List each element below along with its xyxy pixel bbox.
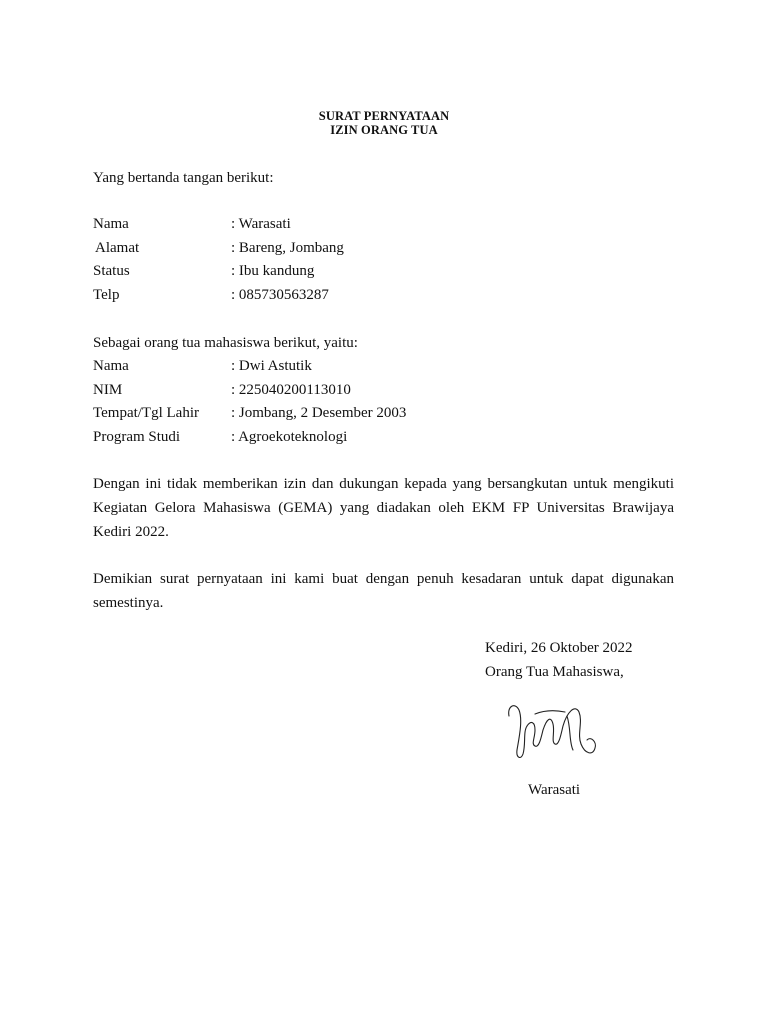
signature-icon [505,698,605,766]
signer-phone-value: : 085730563287 [231,287,329,303]
body-paragraph: Dengan ini tidak memberikan izin dan dukungan kepada yang bersangkutan untuk mengikuti Kegiatan Gelora Mahasiswa (GEMA) yang diadakan oleh EKM FP Universitas Brawijaya Kediri 2022. [93,476,674,540]
signer-status-value: : Ibu kandung [231,263,315,279]
signer-name-value: : Warasati [231,216,291,232]
signer-name-label: Nama [93,216,129,232]
intro-text: Yang bertanda tangan berikut: [93,170,274,186]
student-nim-value: : 225040200113010 [231,382,351,398]
student-name-value: : Dwi Astutik [231,358,312,374]
student-intro-text: Sebagai orang tua mahasiswa berikut, yaitu: [93,335,358,351]
signer-status-label: Status [93,263,130,279]
signer-address-label: Alamat [95,240,140,256]
place-date: Kediri, 26 Oktober 2022 [485,640,633,656]
letter-subtitle: IZIN ORANG TUA [330,123,438,137]
signer-printed-name: Warasati [528,782,581,798]
signer-address-value: : Bareng, Jombang [231,240,344,256]
student-birth-value: : Jombang, 2 Desember 2003 [231,405,407,421]
student-birth-label: Tempat/Tgl Lahir [93,405,199,421]
student-program-label: Program Studi [93,429,181,445]
student-nim-label: NIM [93,382,123,398]
student-name-label: Nama [93,358,129,374]
signer-role: Orang Tua Mahasiswa, [485,664,624,680]
signer-phone-label: Telp [93,287,120,303]
closing-paragraph: Demikian surat pernyataan ini kami buat dengan penuh kesadaran untuk dapat digunakan semestinya. [93,571,674,611]
student-program-value: : Agroekoteknologi [231,429,348,445]
letter-title: SURAT PERNYATAAN [318,109,450,123]
